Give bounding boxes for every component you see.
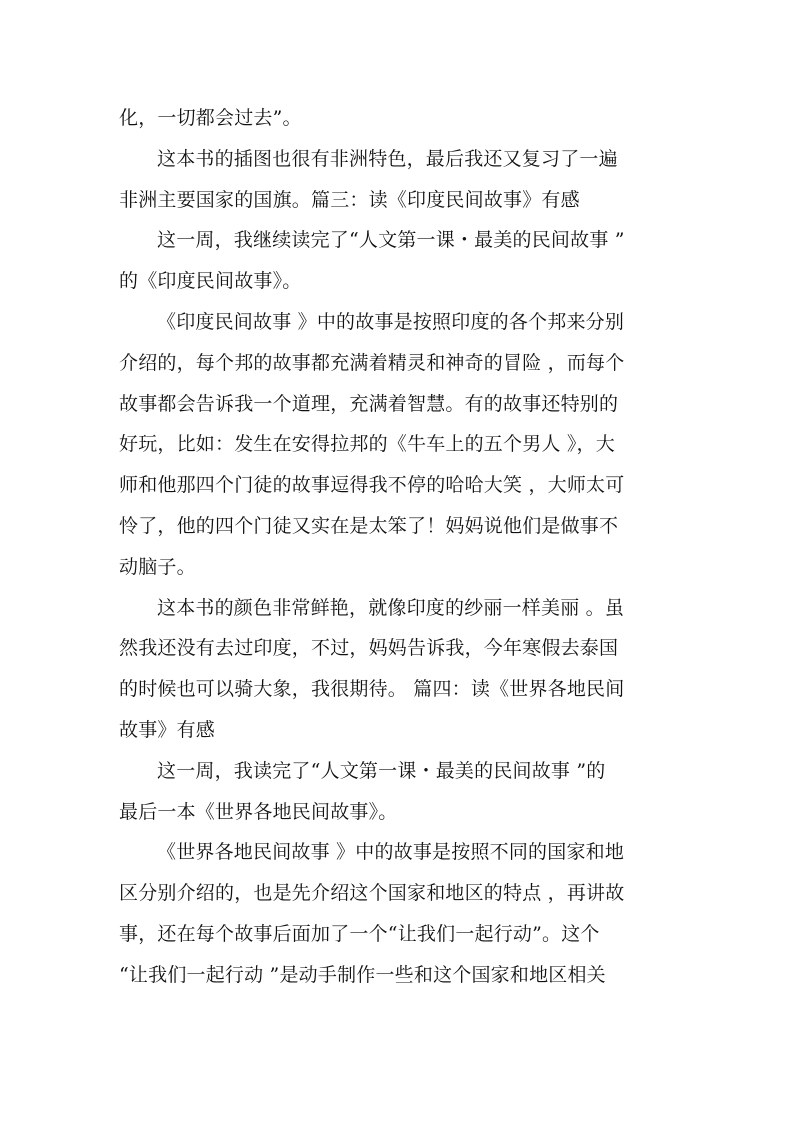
text-line: 然我还没有去过印度，不过，妈妈告诉我，今年寒假去泰国 [119,637,619,660]
text-line: 的时候也可以骑大象，我很期待。 篇四：读《世界各地民间 [119,678,625,701]
text-line: 这本书的插图也很有非洲特色，最后我还又复习了一遍 [157,147,618,170]
text-line: 怜了，他的四个门徒又实在是太笨了！妈妈说他们是做事不 [119,514,619,537]
text-line: “让我们一起行动 ”是动手制作一些和这个国家和地区相关 [119,963,606,986]
text-line: 师和他那四个门徒的故事逗得我不停的哈哈大笑 ，大师太可 [119,474,625,497]
text-line: 动脑子。 [119,555,196,578]
text-line: 的《印度民间故事》。 [119,270,302,293]
text-line: 故事都会告诉我一个道理，充满着智慧。有的故事还特别的 [119,392,619,415]
text-line: 事，还在每个故事后面加了一个“让我们一起行动”。这个 [119,922,600,945]
text-line: 这本书的颜色非常鲜艳，就像印度的纱丽一样美丽 。虽 [157,596,625,619]
text-line: 这一周，我继续读完了“人文第一课・最美的民间故事 ” [157,229,625,252]
text-line: 非洲主要国家的国旗。篇三：读《印度民间故事》有感 [119,188,580,211]
text-line: 最后一本《世界各地民间故事》。 [119,800,398,823]
text-line: 介绍的，每个邦的故事都充满着精灵和神奇的冒险 ，而每个 [119,351,625,374]
text-line: 这一周，我读完了“人文第一课・最美的民间故事 ”的 [157,759,606,782]
text-line: 故事》有感 [119,718,216,741]
text-line: 区分别介绍的，也是先介绍这个国家和地区的特点 ，再讲故 [119,882,625,905]
text-line: 好玩，比如：发生在安得拉邦的《牛车上的五个男人 》，大 [119,433,615,456]
body-text [119,98,679,996]
text-line: 《世界各地民间故事 》中的故事是按照不同的国家和地 [157,841,625,864]
text-line: 化，一切都会过去”。 [119,107,302,129]
text-line: 《印度民间故事 》中的故事是按照印度的各个邦来分别 [157,310,625,333]
